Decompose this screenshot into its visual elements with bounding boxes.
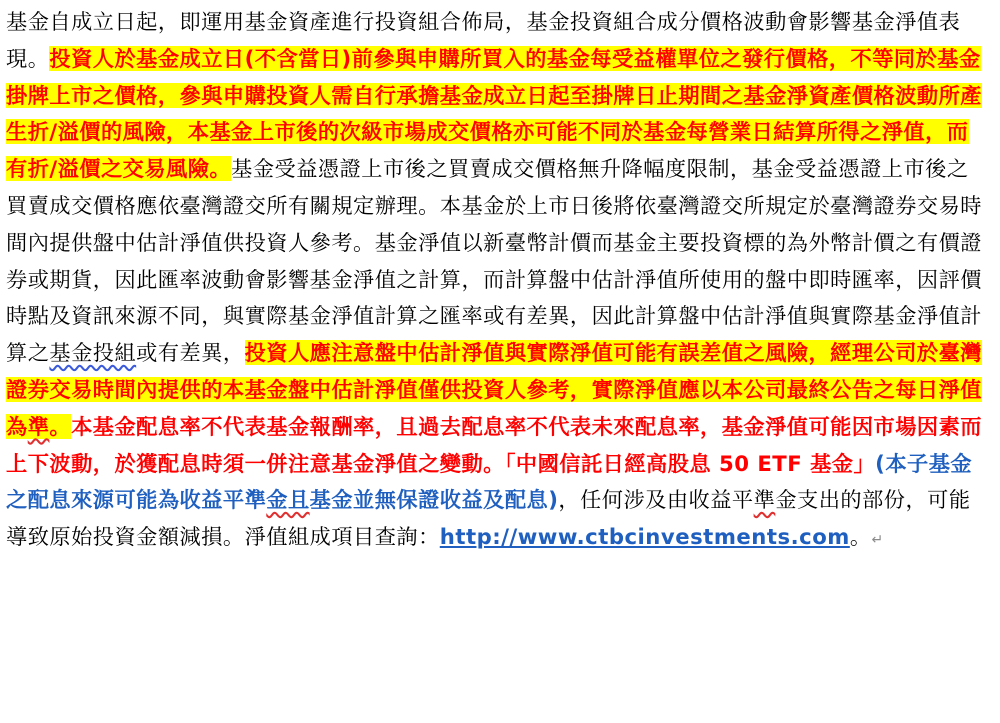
text-nav-query: 金支出的部份，可能導致原始投資金額減損。淨值組成項目查詢： (6, 487, 971, 550)
website-link[interactable]: http://www.ctbcinvestments.com (439, 524, 850, 550)
spellcheck-word-2: 準 (27, 413, 50, 439)
spellcheck-word-3: 金且 (266, 487, 310, 513)
highlight-end: 。 (49, 413, 72, 439)
paragraph-mark-icon: ↵ (871, 532, 884, 549)
text-dividend-source: (本子基金之配息來源可能為收益平準 (6, 450, 973, 513)
text-trading-rules: 基金受益憑證上市後之買賣成交價格無升降幅度限制，基金受益憑證上市後之買賣成交價格應依臺灣證交所有關規定辦理。本基金於上市日後將依臺灣證交所規定於臺灣證券交易時間內提供盤中估計淨值供投資人參考。基金淨值以新臺幣計價而基金主要投資標的為外幣計價之有價證券或期貨，因此匯率波動會影響基金淨值之計算，而計算盤中估計淨值所使用的盤中即時匯率，因評價時點及資訊來源不同，與實際基金淨值計算之匯率或有差異，因此計算盤中估計淨值與實際基金淨值計算之 (6, 156, 982, 366)
text-difference: 或有差異， (136, 340, 245, 366)
document-body (6, 4, 990, 559)
spellcheck-word-1: 基金投組 (49, 340, 137, 366)
highlight-issue-price-risk: 投資人於基金成立日(不含當日)前參與申購所買入的基金每受益權單位之發行價格，不等同於基金掛牌上市之價格，參與申購投資人需自行承擔基金成立日起至掛牌日止期間之基金淨資產價格波動所產生折/溢價的風險，本基金上市後的次級市場成交價格亦可能不同於基金每營業日結算所得之淨值，而有折/溢價之交易風險。 (6, 45, 982, 182)
spellcheck-word-4: 準 (753, 487, 776, 513)
highlight-nav-estimate-risk: 投資人應注意盤中估計淨值與實際淨值可能有誤差值之風險，經理公司於臺灣證券交易時間內提供的本基金盤中估計淨值僅供投資人參考，實際淨值應以本公司最終公告之每日淨值為 (6, 340, 982, 439)
disclaimer-paragraph (6, 4, 990, 559)
text-period: 。 (849, 524, 872, 550)
text-intro: 基金自成立日起，即運用基金資產進行投資組合佈局，基金投資組合成分價格波動會影響基金淨值表現。 (6, 9, 961, 71)
text-principal-loss: ，任何涉及由收益平 (558, 487, 754, 513)
text-no-guarantee: 基金並無保證收益及配息) (309, 487, 559, 513)
text-dividend-warning: 本基金配息率不代表基金報酬率，且過去配息率不代表未來配息率，基金淨值可能因市場因素而上下波動，於獲配息時須一併注意基金淨值之變動。「中國信託日經高股息 50 ETF 基金」 (6, 413, 982, 476)
